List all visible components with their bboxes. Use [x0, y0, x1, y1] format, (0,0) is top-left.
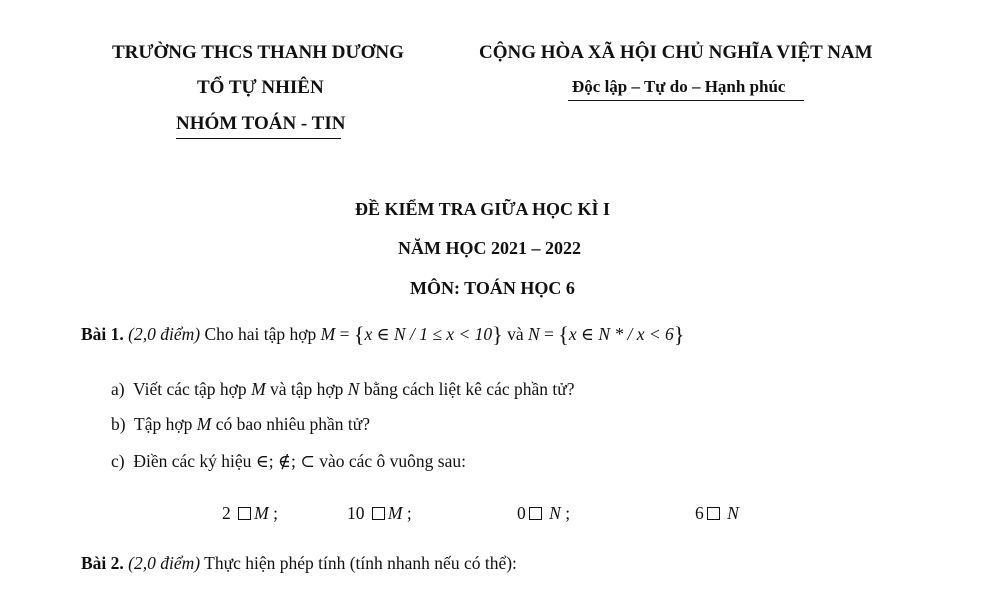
problem-1-intro: Cho hai tập hợp	[204, 324, 317, 344]
fill-number: 10	[347, 503, 365, 523]
motto: Độc lập – Tự do – Hạnh phúc	[572, 77, 786, 96]
motto-underline	[568, 100, 804, 101]
item-variable: M	[196, 414, 212, 434]
item-symbols: ∈; ∉; ⊂	[255, 451, 315, 471]
group-underline	[176, 138, 341, 139]
item-marker: c)	[111, 451, 125, 471]
fill-number: 0	[517, 503, 526, 523]
country-name: CỘNG HÒA XÃ HỘI CHỦ NGHĨA VIỆT NAM	[479, 42, 873, 63]
problem-1-item-b	[111, 414, 370, 435]
answer-box[interactable]	[372, 507, 385, 520]
fill-in-3	[517, 503, 570, 524]
set-n-name: N	[527, 324, 540, 344]
right-brace: }	[673, 322, 685, 347]
conjunction: và	[507, 324, 524, 344]
fill-set: N	[727, 503, 739, 523]
fill-in-2	[347, 503, 412, 524]
set-m-definition: x ∈ N / 1 ≤ x < 10	[364, 324, 493, 344]
fill-set: N	[549, 503, 561, 523]
answer-box[interactable]	[529, 507, 542, 520]
item-marker: a)	[111, 379, 125, 399]
exam-title: ĐỀ KIỂM TRA GIỮA HỌC KÌ I	[355, 199, 611, 219]
fill-set: M	[387, 503, 403, 523]
school-name: TRƯỜNG THCS THANH DƯƠNG	[112, 42, 404, 63]
fill-separator: ;	[565, 503, 571, 523]
fill-in-1	[222, 503, 278, 524]
problem-1-item-a	[111, 379, 574, 400]
group-name: NHÓM TOÁN - TIN	[176, 113, 346, 134]
problem-1-points: (2,0 điểm)	[128, 324, 201, 344]
item-text: bằng cách liệt kê các phần tử?	[363, 379, 575, 399]
fill-number: 2	[222, 503, 231, 523]
problem-1-statement	[81, 322, 684, 348]
department-name: TỔ TỰ NHIÊN	[197, 77, 324, 98]
problem-2-label: Bài 2.	[81, 553, 124, 573]
item-text: và tập hợp	[270, 379, 344, 399]
item-text: Viết các tập hợp	[133, 379, 247, 399]
exam-year: NĂM HỌC 2021 – 2022	[398, 238, 581, 258]
fill-in-4	[695, 503, 739, 524]
answer-box[interactable]	[707, 507, 720, 520]
fill-set: M	[254, 503, 269, 523]
fill-separator: ;	[273, 503, 278, 523]
item-text: vào các ô vuông sau:	[319, 451, 466, 471]
equals-sign: =	[339, 324, 350, 344]
item-marker: b)	[111, 414, 126, 434]
problem-2-points: (2,0 điểm)	[128, 553, 201, 573]
item-text: có bao nhiêu phần tử?	[215, 414, 370, 434]
set-n-definition: x ∈ N * / x < 6	[568, 324, 674, 344]
right-brace: }	[492, 322, 503, 347]
problem-1-item-c	[111, 451, 466, 472]
equals-sign: =	[544, 324, 554, 344]
item-variable: N	[347, 379, 360, 399]
problem-1-label: Bài 1.	[81, 324, 124, 344]
left-brace: {	[558, 322, 569, 347]
problem-2-statement	[81, 553, 517, 574]
fill-separator: ;	[406, 503, 412, 523]
set-m-name: M	[320, 324, 336, 344]
item-variable: M	[251, 379, 266, 399]
answer-box[interactable]	[238, 507, 251, 520]
exam-subject: MÔN: TOÁN HỌC 6	[410, 278, 575, 298]
item-text: Tập hợp	[134, 414, 193, 434]
problem-2-text: Thực hiện phép tính (tính nhanh nếu có thể):	[204, 553, 517, 573]
left-brace: {	[353, 322, 365, 347]
item-text: Điền các ký hiệu	[133, 451, 252, 471]
fill-number: 6	[695, 503, 704, 523]
